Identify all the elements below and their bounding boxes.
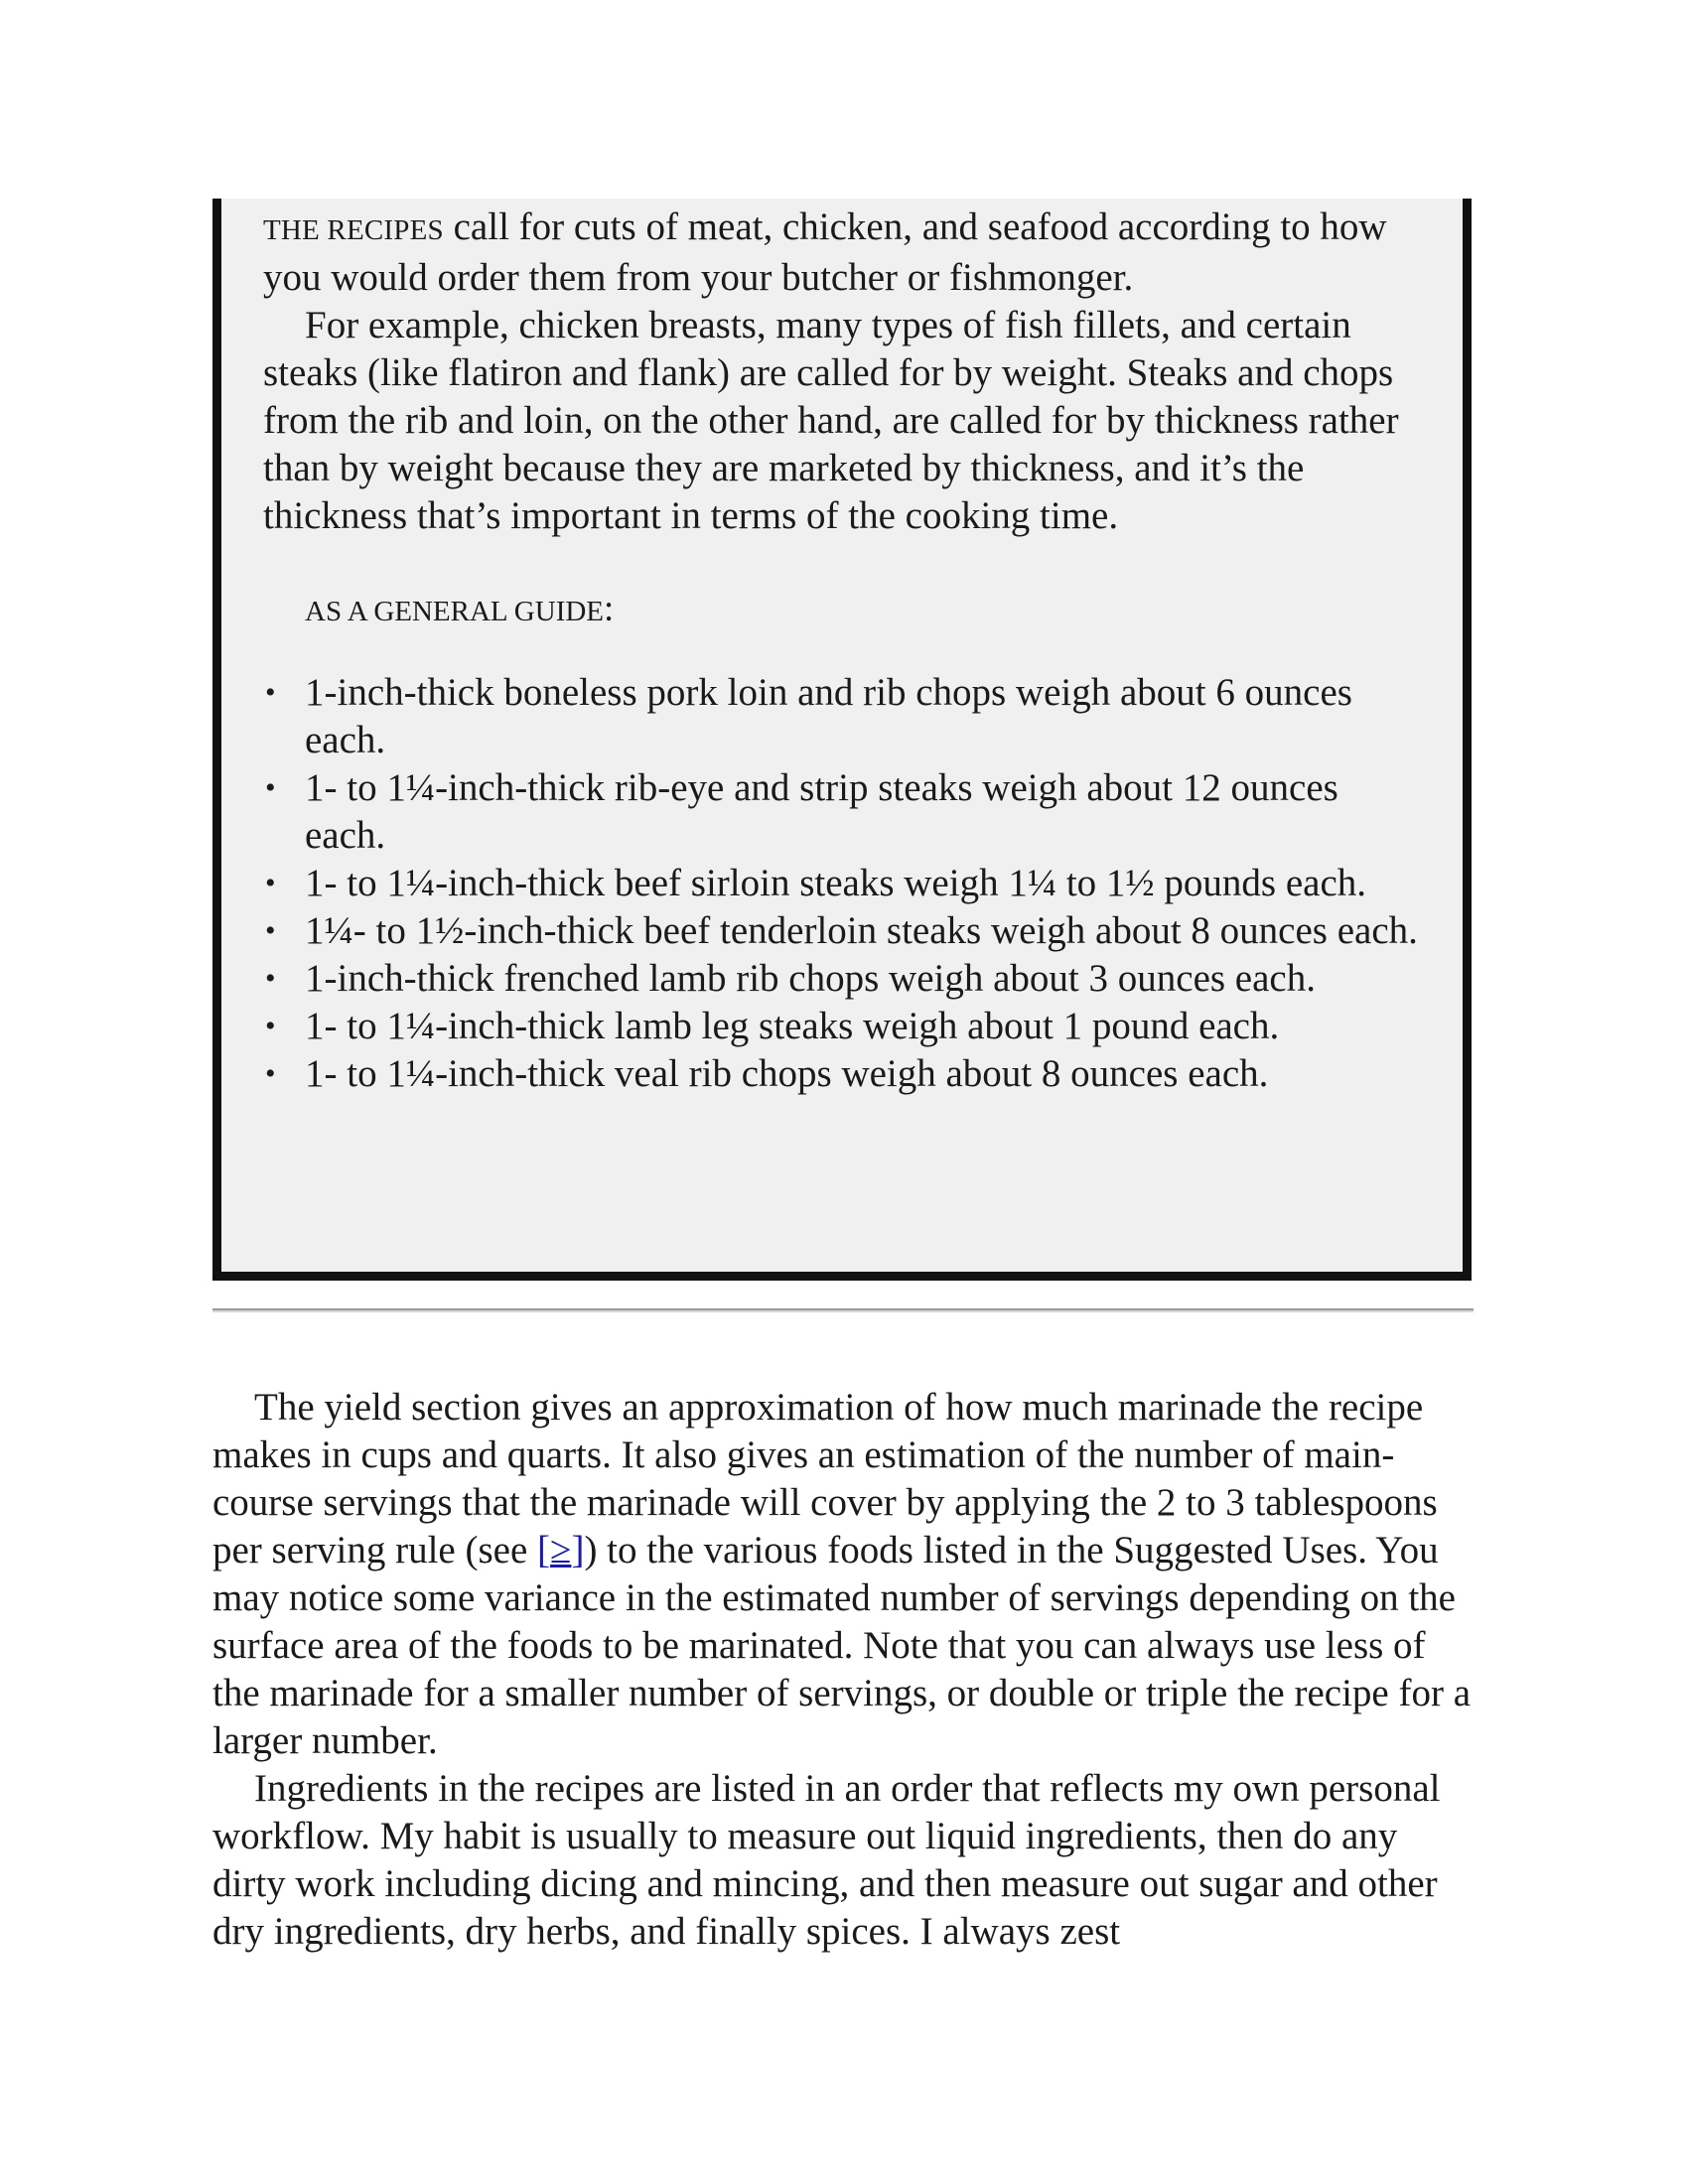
ingredients-paragraph: Ingredients in the recipes are listed in an order that reflects my own personal workflow. My habit is usually to measure out liquid ingredients, then do any dirty work including dicing and mincing, and then measure out sugar and other dry ingredients, dry herbs, and finally spices. I always zest <box>212 1767 1441 1953</box>
guide-list-item <box>263 1050 1423 1098</box>
guide-heading-text: AS A GENERAL GUIDE <box>305 596 605 627</box>
yield-text-before-link: The yield section gives an approximation of how much marinade the recipe makes in cups and quarts. It also gives an estimation of the number of main-course servings that the marinade will cover by applying the 2 to 3 tablespoons per serving rule (see <box>212 1386 1438 1571</box>
link-text: ≥ <box>550 1529 572 1571</box>
guide-list-item <box>263 907 1423 955</box>
guide-list-item <box>263 1003 1423 1050</box>
guide-item-text: 1- to 1¼-inch-thick beef sirloin steaks weigh 1¼ to 1½ pounds each. <box>305 862 1367 904</box>
bullet-icon: • <box>265 1010 276 1042</box>
guide-heading <box>305 590 1423 631</box>
link-open-bracket: [ <box>537 1529 551 1571</box>
bullet-icon: • <box>265 867 276 899</box>
guide-list-item <box>263 669 1423 764</box>
guide-item-text: 1- to 1¼-inch-thick rib-eye and strip steaks weigh about 12 ounces each. <box>305 766 1338 857</box>
link-close-bracket: ] <box>571 1529 585 1571</box>
bullet-icon: • <box>265 962 276 995</box>
bullet-icon: • <box>265 1057 276 1090</box>
sidebar-box <box>212 199 1472 1281</box>
guide-item-text: 1- to 1¼-inch-thick veal rib chops weigh about 8 ounces each. <box>305 1052 1269 1095</box>
page-reference-link[interactable] <box>537 1529 584 1571</box>
sidebar-example-paragraph: For example, chicken breasts, many types of fish fillets, and certain steaks (like flatiron and flank) are called for by weight. Steaks and chops from the rib and loin, on the other hand, are called for by thickness rather than by weight because they are marketed by thickness, and it’s the thickness that’s important in terms of the cooking time. <box>263 304 1399 537</box>
guide-item-text: 1¼- to 1½-inch-thick beef tenderloin steaks weigh about 8 ounces each. <box>305 909 1418 952</box>
guide-list-item <box>263 955 1423 1003</box>
bullet-icon: • <box>265 771 276 804</box>
bullet-icon: • <box>265 914 276 947</box>
bullet-icon: • <box>265 676 276 709</box>
guide-item-text: 1-inch-thick frenched lamb rib chops weigh about 3 ounces each. <box>305 957 1316 1000</box>
horizontal-divider <box>212 1308 1474 1312</box>
sidebar-intro-smallcaps: THE RECIPES <box>263 214 444 246</box>
yield-text-after-link: ) to the various foods listed in the Suggested Uses. You may notice some variance in the estimated number of servings depending on the surface area of the foods to be marinated. Note that you can always use less of the marinade for a smaller number of servings, or double or triple the recipe for a larger number. <box>212 1529 1472 1762</box>
guide-heading-colon: : <box>604 589 615 629</box>
guide-list-item <box>263 860 1423 907</box>
sidebar-intro-text: call for cuts of meat, chicken, and seafood according to how you would order them from your butcher or fishmonger. <box>263 205 1387 299</box>
guide-list <box>263 669 1423 1098</box>
yield-paragraph <box>212 1384 1474 1765</box>
guide-item-text: 1- to 1¼-inch-thick lamb leg steaks weigh about 1 pound each. <box>305 1005 1280 1047</box>
sidebar-intro-paragraph <box>263 204 1423 302</box>
guide-list-item <box>263 764 1423 860</box>
guide-item-text: 1-inch-thick boneless pork loin and rib chops weigh about 6 ounces each. <box>305 671 1352 761</box>
main-text <box>212 1384 1474 1956</box>
